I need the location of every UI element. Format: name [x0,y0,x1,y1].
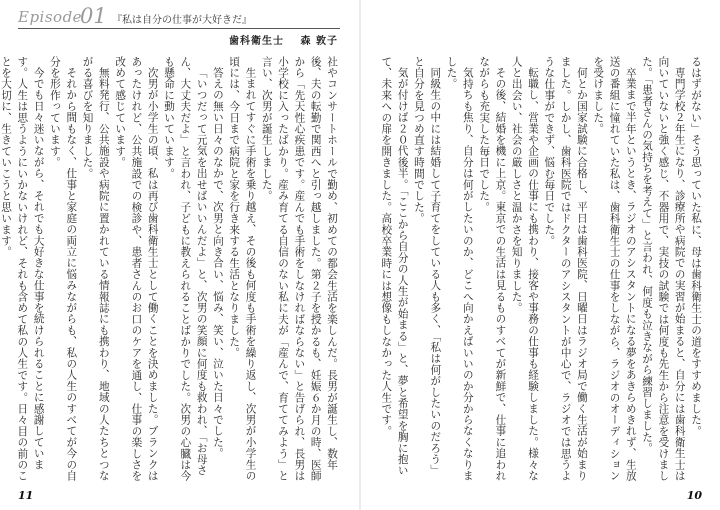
paragraph: 専門学校２年生になり、診療所や病院での実習が始まると、自分には歯科衛生士は向いていないと強く感じ、不器用で、実技の試験では何度も先生から注意を受けました。「患者さんの気持ちを考えて」と言われ、何度も泣きながら練習しました。 [641,56,686,482]
paragraph: るはずがない」そう思っていた私に、母は歯科衛生士の道をすすめました。 [690,56,702,437]
author-byline [217,32,338,47]
paragraph: 答えの無い日々のなかで、次男と向き合い、悩み、笑い、泣いた日々でした。 [211,66,224,459]
left-page [0,0,358,510]
paragraph: 次男が小学生の頃、私は再び歯科衛生士として働くことを決めました。ブランクはあったけれど、公共施設での検診や、患者さんのお口のケアを通し、仕事の楽しさを改めて感じています。 [114,56,159,482]
book-gutter [359,0,361,510]
paragraph: 気持ちも焦り、自分は何がしたいのか、どこへ向かえばいいのか分からなくなりました。 [445,56,474,481]
paragraph: 無料発行、公共施設や病院に置かれている情報誌にも携わり、地域の人たちとつながる喜びを知りました。 [81,56,110,481]
paragraph: 生まれてすぐに手術を乗り越え、その後も何度も手術を繰り返し、次男が小学生の頃には、今日まで病院と家を行き来する生活となりました。 [228,56,257,481]
author-name: 森 敦子 [300,36,338,47]
episode-number: 01 [80,4,107,28]
episode-header [18,4,340,28]
paragraph: それから間もなく、仕事と家庭の両立に悩みながらも、私の人生のすべてが今の自分を形作っています。 [48,56,78,481]
paragraph: 何とか国家試験に合格し、平日は歯科医院、日曜日はラジオ局で働く生活が始まりました。しかし、歯科医院ではドクターのアシスタントが中心で、ラジオでは思うような仕事ができず、悩む毎日でした。 [543,56,588,482]
paragraph: 社やコンサートホールで勤め、初めての都会生活を楽しんだ。長男が誕生し、数年後、夫の転勤で関西へと引っ越しました。第２子を授かるも、妊娠６か月の時、医師から「先天性心疾患です。産んでも手術をしなければならない」と告げられ、長男は小学校に入ったばかり。産み育てる自信のない私に夫が「産んで、育ててみよう」と言い、次男が誕生しました。 [260,56,338,482]
paragraph: 卒業まで半年というとき、ラジオのアシスタントになる夢をあきらめきれず、生放送の番組に憧れていた私は、歯科衛生士の仕事をしながら、ラジオのオーディションを受けました。 [592,56,637,482]
page-number-right: 10 [686,489,702,502]
paragraph: 同級生の中には結婚して子育てをしている人も多く、「私は何がしたいのだろう」と自分を見つめ直す時間でした。 [412,56,442,476]
paragraph: 今でも日々迷いながら、それでも大好きな仕事を続けられることに感謝しています。人生は思うようにいかないけれど、それも含めて私の人生です。日々目の前のことを大切に、生きていこうと思います。 [0,56,45,482]
right-page [362,0,720,510]
right-page-body [376,56,704,486]
header-rule [18,28,340,29]
left-page-body [0,56,340,486]
paragraph: その後、結婚を機に上京。東京での生活は見るものすべてが新鮮で、仕事に追われながらも充実した毎日でした。 [478,56,507,481]
paragraph: 転職し、営業や企画の仕事にも携わり、接客や事務の仕事も経験しました。様々な人と出会い、社会の厳しさと温かさを知りました。 [510,56,540,481]
episode-label: Episode [18,8,83,26]
paragraph: 「いつだって元気を出せばいいんだよ」と、次男の笑顔に何度も救われ、「お母さん、大丈夫だよ」と言われ、子どもに教えられることばかりでした。次男の心臓は今も懸命に動いています。 [163,56,208,482]
page-number-left: 11 [18,489,34,502]
paragraph: 気が付けば２０代後半。「ここから自分の人生が始まる」と、夢と希望を胸に抱いて、未来への扉を開きました。高校卒業時には想像もしなかった人生です。 [380,56,409,476]
episode-title: 『私は自分の仕事が大好きだ』 [112,15,252,26]
author-role: 歯科衛生士 [229,36,285,47]
